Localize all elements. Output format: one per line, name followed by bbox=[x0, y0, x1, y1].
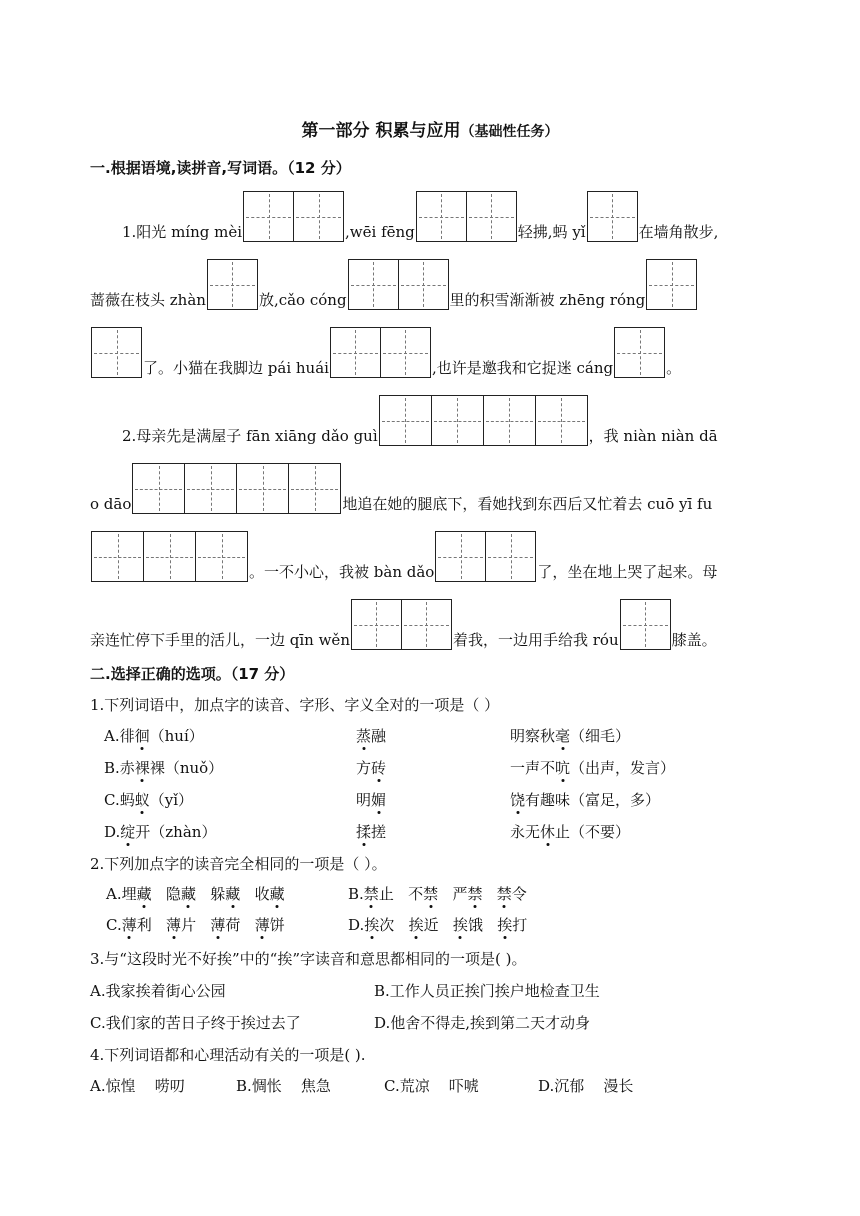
p1-text-a: 1.阳光 míng mèi bbox=[122, 223, 243, 241]
p1-text-f: 放,cǎo cóng bbox=[258, 291, 347, 309]
p2-line-4 bbox=[90, 594, 770, 650]
q1-stem: 1.下列词语中，加点字的读音、字形、字义全对的一项是（ ） bbox=[90, 696, 500, 714]
p2-line-3 bbox=[90, 526, 770, 582]
p1-text-g: 里的积雪渐渐被 zhēng róng bbox=[449, 291, 646, 309]
q1-option-d[interactable]: D.绽开（zhàn） bbox=[104, 823, 217, 841]
q1-option-b-idiom: 一声不吭（出声，发言） bbox=[510, 759, 676, 777]
part-heading-sub: （基础性任务） bbox=[460, 124, 559, 140]
q1-option-d-idiom: 永无休止（不要） bbox=[510, 823, 631, 841]
answer-box-zhan[interactable] bbox=[207, 259, 258, 310]
q1-option-a-idiom: 明察秋毫（细毛） bbox=[510, 727, 631, 745]
p2-text-a: 2.母亲先是满屋子 fān xiāng dǎo guì bbox=[122, 427, 378, 445]
q1-option-c-idiom: 饶有趣味（富足，多） bbox=[510, 791, 661, 809]
answer-box-yi[interactable] bbox=[587, 191, 638, 242]
p2-text-e: 。一不小心，我被 bàn dǎo bbox=[249, 563, 435, 581]
q1-option-a-word: 蒸融 bbox=[356, 727, 387, 745]
p2-line-2 bbox=[90, 458, 770, 514]
answer-box-zhengrong-1[interactable] bbox=[646, 259, 697, 310]
answer-box-weifeng[interactable] bbox=[416, 191, 517, 242]
p2-text-f: 了，坐在地上哭了起来。母 bbox=[537, 563, 718, 581]
answer-box-bandao[interactable] bbox=[435, 531, 536, 582]
p2-text-d: 地追在她的腿底下，看她找到东西后又忙着去 cuō yī fu bbox=[342, 495, 713, 513]
q4-stem: 4.下列词语都和心理活动有关的一项是( ). bbox=[90, 1046, 366, 1064]
p2-line-1 bbox=[90, 390, 770, 446]
q1-option-b[interactable]: B.赤裸裸（nuǒ） bbox=[104, 759, 224, 777]
answer-box-mingmei[interactable] bbox=[243, 191, 344, 242]
p1-text-j: 。 bbox=[666, 359, 682, 377]
p2-text-g: 亲连忙停下手里的活儿，一边 qīn wěn bbox=[90, 631, 350, 649]
p1-text-c: 轻拂,蚂 yǐ bbox=[517, 223, 586, 241]
part-heading-main: 第一部分 积累与应用 bbox=[301, 121, 461, 141]
p1-text-b: ,wēi fēng bbox=[345, 223, 415, 241]
q2-option-a[interactable]: A.埋藏 隐藏 躲藏 收藏 bbox=[106, 885, 285, 903]
answer-box-fanxiangdaogui[interactable] bbox=[379, 395, 588, 446]
q1-option-c-word: 明媚 bbox=[356, 791, 387, 809]
q2-option-c[interactable]: C.薄利 薄片 薄荷 薄饼 bbox=[106, 916, 285, 934]
q2-stem: 2.下列加点字的读音完全相同的一项是（ ）。 bbox=[90, 855, 387, 873]
q1-option-b-word: 方砖 bbox=[356, 759, 387, 777]
answer-box-niannian[interactable] bbox=[132, 463, 341, 514]
answer-box-cuoyifu[interactable] bbox=[91, 531, 248, 582]
q1-option-d-word: 揉搓 bbox=[356, 823, 387, 841]
answer-box-qinwen[interactable] bbox=[351, 599, 452, 650]
q4-option-d[interactable]: D.沉郁 漫长 bbox=[538, 1077, 634, 1095]
q4-option-c[interactable]: C.荒凉 吓唬 bbox=[384, 1077, 479, 1095]
q4-option-a[interactable]: A.惊惶 唠叨 bbox=[90, 1077, 185, 1095]
p1-line-3 bbox=[90, 322, 770, 378]
p2-text-h: 着我，一边用手给我 róu bbox=[452, 631, 619, 649]
answer-box-zhengrong-2[interactable] bbox=[91, 327, 142, 378]
q3-option-c[interactable]: C.我们家的苦日子终于挨过去了 bbox=[90, 1014, 301, 1032]
answer-box-rou[interactable] bbox=[620, 599, 671, 650]
q3-option-b[interactable]: B.工作人员正挨门挨户地检查卫生 bbox=[374, 982, 600, 1000]
q1-option-a[interactable]: A.徘徊（huí） bbox=[104, 727, 204, 745]
q3-option-d[interactable]: D.他舍不得走,挨到第二天才动身 bbox=[374, 1014, 591, 1032]
q4-option-b[interactable]: B.惆怅 焦急 bbox=[236, 1077, 331, 1095]
p2-text-c: o dāo bbox=[90, 495, 132, 513]
p1-text-e: 蔷薇在枝头 zhàn bbox=[90, 291, 206, 309]
part-heading bbox=[0, 116, 860, 141]
p1-text-d: 在墙角散步, bbox=[638, 223, 719, 241]
p2-text-b: ，我 niàn niàn dā bbox=[588, 427, 718, 445]
p1-text-h: 了。小猫在我脚边 pái huái bbox=[143, 359, 329, 377]
q2-option-b[interactable]: B.禁止 不禁 严禁 禁令 bbox=[348, 885, 527, 903]
q1-option-c[interactable]: C.蚂蚁（yǐ） bbox=[104, 791, 194, 809]
q3-stem: 3.与“这段时光不好挨”中的“挨”字读音和意思都相同的一项是( )。 bbox=[90, 950, 527, 968]
p1-text-i: ,也许是邀我和它捉迷 cáng bbox=[431, 359, 614, 377]
p1-line-2 bbox=[90, 254, 770, 310]
q2-option-d[interactable]: D.挨次 挨近 挨饿 挨打 bbox=[348, 916, 528, 934]
section-1-title: 一.根据语境,读拼音,写词语。（12 分） bbox=[90, 159, 351, 177]
section-2-title: 二.选择正确的选项。（17 分） bbox=[90, 665, 295, 683]
answer-box-cang[interactable] bbox=[614, 327, 665, 378]
p2-text-i: 膝盖。 bbox=[671, 631, 717, 649]
q3-option-a[interactable]: A.我家挨着街心公园 bbox=[90, 982, 226, 1000]
answer-box-caocong[interactable] bbox=[348, 259, 449, 310]
p1-line-1 bbox=[90, 186, 770, 242]
answer-box-paihuai[interactable] bbox=[330, 327, 431, 378]
